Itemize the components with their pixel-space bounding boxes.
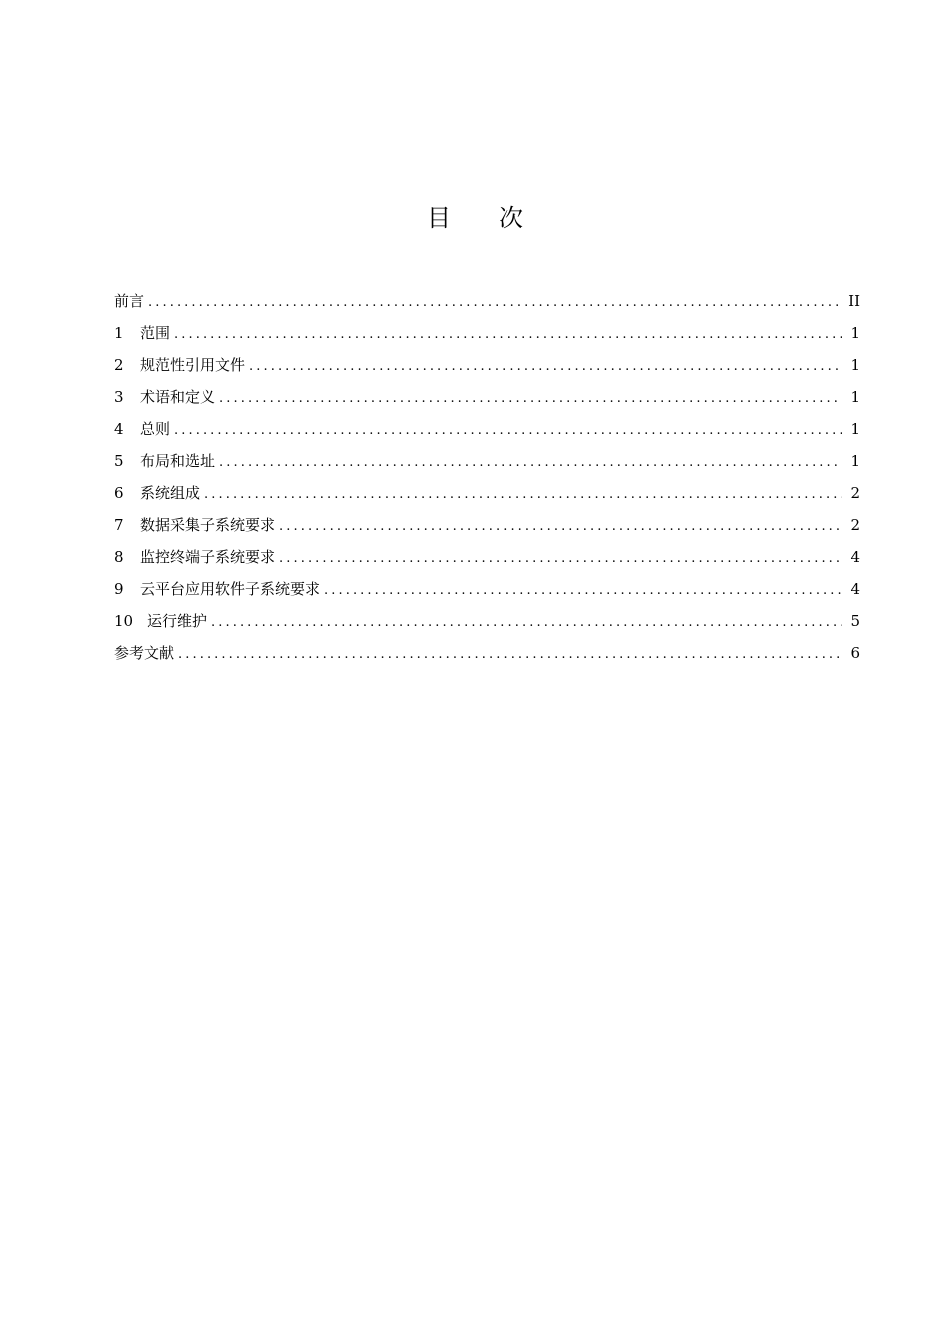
toc-title-char-1: 目 (427, 204, 451, 232)
toc-leader-dots (249, 351, 842, 383)
toc-leader-dots (204, 479, 842, 511)
toc-entry-page: 1 (850, 452, 860, 470)
toc-entry-label: 规范性引用文件 (140, 356, 246, 374)
toc-entry-page: 6 (850, 644, 860, 662)
toc-entry-number: 8 (114, 548, 124, 566)
toc-entry-page: 1 (850, 324, 860, 342)
toc-entry-label: 布局和选址 (140, 452, 216, 470)
toc-leader-dots (211, 607, 842, 639)
toc-entry-number: 6 (114, 484, 124, 502)
toc-entry-5[interactable] (114, 445, 860, 477)
toc-leader-dots (219, 447, 842, 479)
toc-entry-9[interactable] (114, 573, 860, 605)
toc-entry-number: 2 (114, 356, 124, 374)
toc-entry-number: 3 (114, 388, 124, 406)
toc-entry-4[interactable] (114, 413, 860, 445)
toc-entry-1[interactable] (114, 317, 860, 349)
toc-entry-label: 运行维护 (147, 612, 208, 630)
toc-entry-label: 云平台应用软件子系统要求 (140, 580, 321, 598)
toc-entry-label: 范围 (140, 324, 171, 342)
toc-leader-dots (219, 383, 842, 415)
toc-entry-number: 7 (114, 516, 124, 534)
toc-entry-7[interactable] (114, 509, 860, 541)
toc-entry-page: 4 (850, 580, 860, 598)
toc-entry-number: 10 (114, 612, 134, 630)
toc-entry-preface[interactable] (114, 285, 860, 317)
toc-entry-label: 前言 (114, 292, 145, 310)
toc-entry-label: 系统组成 (140, 484, 201, 502)
toc-entry-label: 参考文献 (114, 644, 175, 662)
toc-entry-page: 4 (850, 548, 860, 566)
toc-entry-8[interactable] (114, 541, 860, 573)
toc-entry-page: 5 (850, 612, 860, 630)
toc-entry-label: 总则 (140, 420, 171, 438)
toc-leader-dots (279, 511, 842, 543)
toc-entry-number: 9 (114, 580, 124, 598)
toc-entry-page: II (848, 292, 860, 310)
toc-entry-number: 5 (114, 452, 124, 470)
toc-entry-label: 术语和定义 (140, 388, 216, 406)
toc-entry-page: 1 (850, 420, 860, 438)
toc-entry-page: 2 (850, 516, 860, 534)
toc-leader-dots (174, 319, 842, 351)
toc-entry-3[interactable] (114, 381, 860, 413)
toc-entry-10[interactable] (114, 605, 860, 637)
toc-entry-6[interactable] (114, 477, 860, 509)
toc-entry-page: 1 (850, 356, 860, 374)
toc-entry-page: 2 (850, 484, 860, 502)
toc-entry-number: 4 (114, 420, 124, 438)
toc-entry-label: 数据采集子系统要求 (140, 516, 276, 534)
toc-title (0, 198, 950, 238)
toc-leader-dots (148, 287, 842, 319)
toc-entry-references[interactable] (114, 637, 860, 669)
toc-entry-label: 监控终端子系统要求 (140, 548, 276, 566)
toc-leader-dots (174, 415, 842, 447)
toc-leader-dots (178, 639, 842, 671)
toc-leader-dots (324, 575, 842, 607)
toc-entry-2[interactable] (114, 349, 860, 381)
toc-list (114, 285, 860, 669)
toc-entry-number: 1 (114, 324, 124, 342)
toc-leader-dots (279, 543, 842, 575)
toc-title-char-2: 次 (499, 204, 523, 232)
toc-entry-page: 1 (850, 388, 860, 406)
